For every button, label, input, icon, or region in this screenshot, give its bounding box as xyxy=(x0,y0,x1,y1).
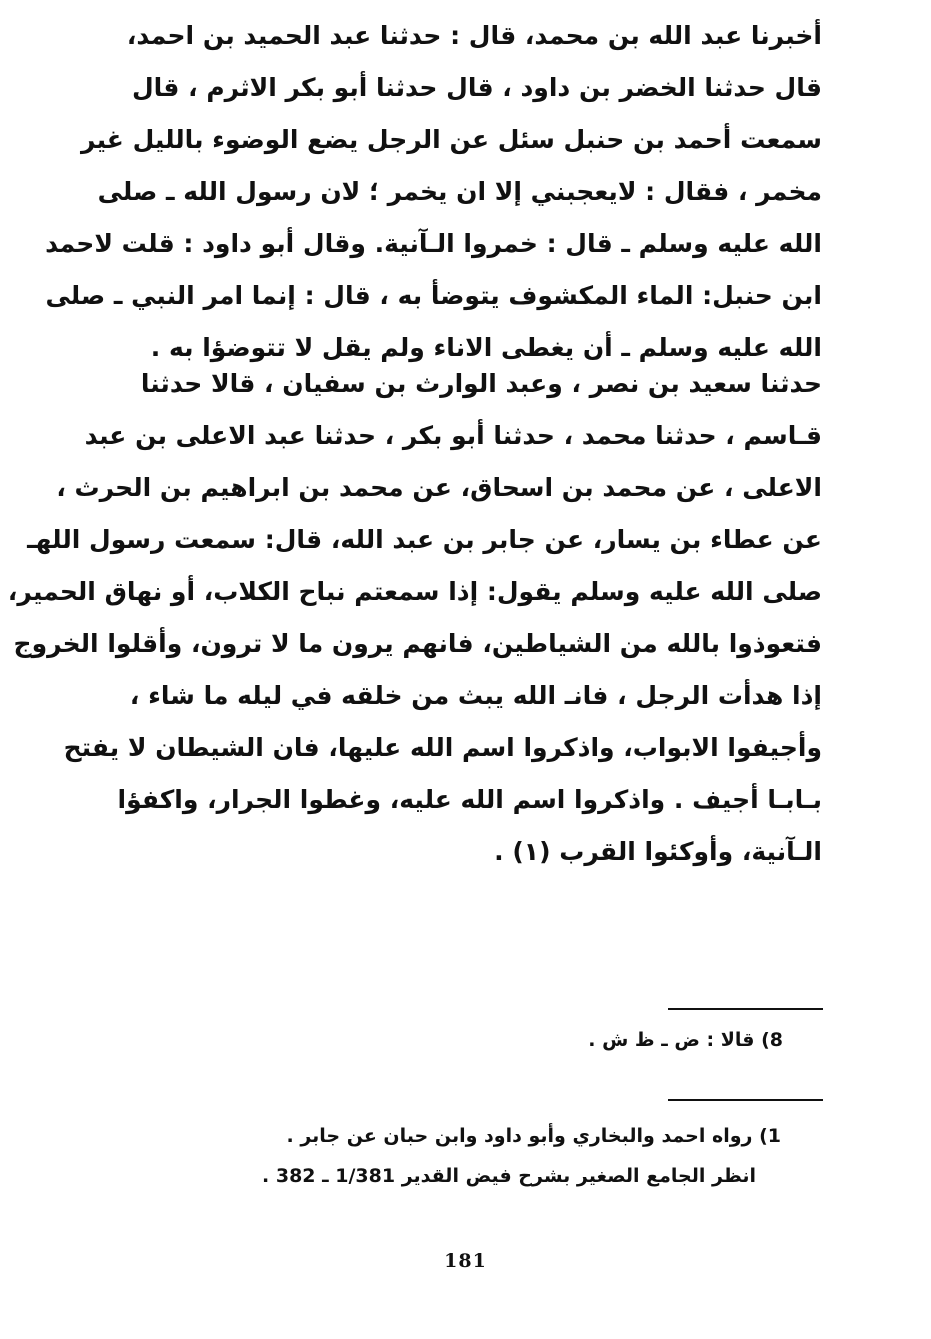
text-line: سمعت أحمد بن حنبل سئل عن الرجل يضع الوضوء بالليل غير xyxy=(81,125,822,154)
text-line: حدثنا سعيد بن نصر ، وعبد الوارث بن سفيان ، قالا حدثنا xyxy=(140,369,822,398)
footnote-line: 1) رواه احمد والبخاري وأبو داود وابن حبان عن جابر . xyxy=(286,1125,781,1147)
footnote-separator xyxy=(668,1008,823,1010)
variant-footnote: 8) قالا : ض ـ ظ ش . xyxy=(588,1029,783,1051)
text-line: صلى الله عليه وسلم يقول: إذا سمعتم نباح الكلاب، أو نهاق الحمير، xyxy=(7,577,822,606)
paragraph-1 xyxy=(45,10,822,374)
text-line: قـاسم ، حدثنا محمد ، حدثنا أبو بكر ، حدثنا عبد الاعلى بن عبد xyxy=(84,421,822,450)
page-number: 181 xyxy=(444,1250,487,1272)
text-line: بـابـا أجيف . واذكروا اسم الله عليه، وغطوا الجرار، واكفؤا xyxy=(117,785,822,814)
footnote-separator xyxy=(668,1099,823,1101)
text-line: وأجيفوا الابواب، واذكروا اسم الله عليها، فان الشيطان لا يفتح xyxy=(63,733,822,762)
text-line: أخبرنا عبد الله بن محمد، قال : حدثنا عبد الحميد بن احمد، xyxy=(126,21,822,50)
text-line: إذا هدأت الرجل ، فانـ الله يبث من خلقه في ليله ما شاء ، xyxy=(129,681,822,710)
text-line: ابن حنبل: الماء المكشوف يتوضأ به ، قال : إنما امر النبي ـ صلى xyxy=(45,281,822,310)
source-footnote xyxy=(262,1116,781,1196)
text-line: فتعوذوا بالله من الشياطين، فانهم يرون ما لا ترون، وأقلوا الخروج xyxy=(13,629,822,658)
text-line: قال حدثنا الخضر بن داود ، قال حدثنا أبو بكر الاثرم ، قال xyxy=(131,73,822,102)
text-line: الله عليه وسلم ـ قال : خمروا الـآنية. وقال أبو داود : قلت لاحمد xyxy=(45,229,822,258)
text-line: مخمر ، فقال : لايعجبني إلا ان يخمر ؛ لان رسول الله ـ صلى xyxy=(97,177,822,206)
text-line: الله عليه وسلم ـ أن يغطى الاناء ولم يقل لا تتوضؤا به . xyxy=(150,333,822,362)
paragraph-2 xyxy=(7,358,822,878)
footnote-line: انظر الجامع الصغير بشرح فيض القدير 1/381 ـ 382 . xyxy=(262,1165,756,1187)
text-line: عن عطاء بن يسار، عن جابر بن عبد الله، قال: سمعت رسول اللهـ xyxy=(27,525,822,554)
text-line: الـآنية، وأوكئوا القرب (١) . xyxy=(494,837,822,866)
text-line: الاعلى ، عن محمد بن اسحاق، عن محمد بن ابراهيم بن الحرث ، xyxy=(56,473,822,502)
